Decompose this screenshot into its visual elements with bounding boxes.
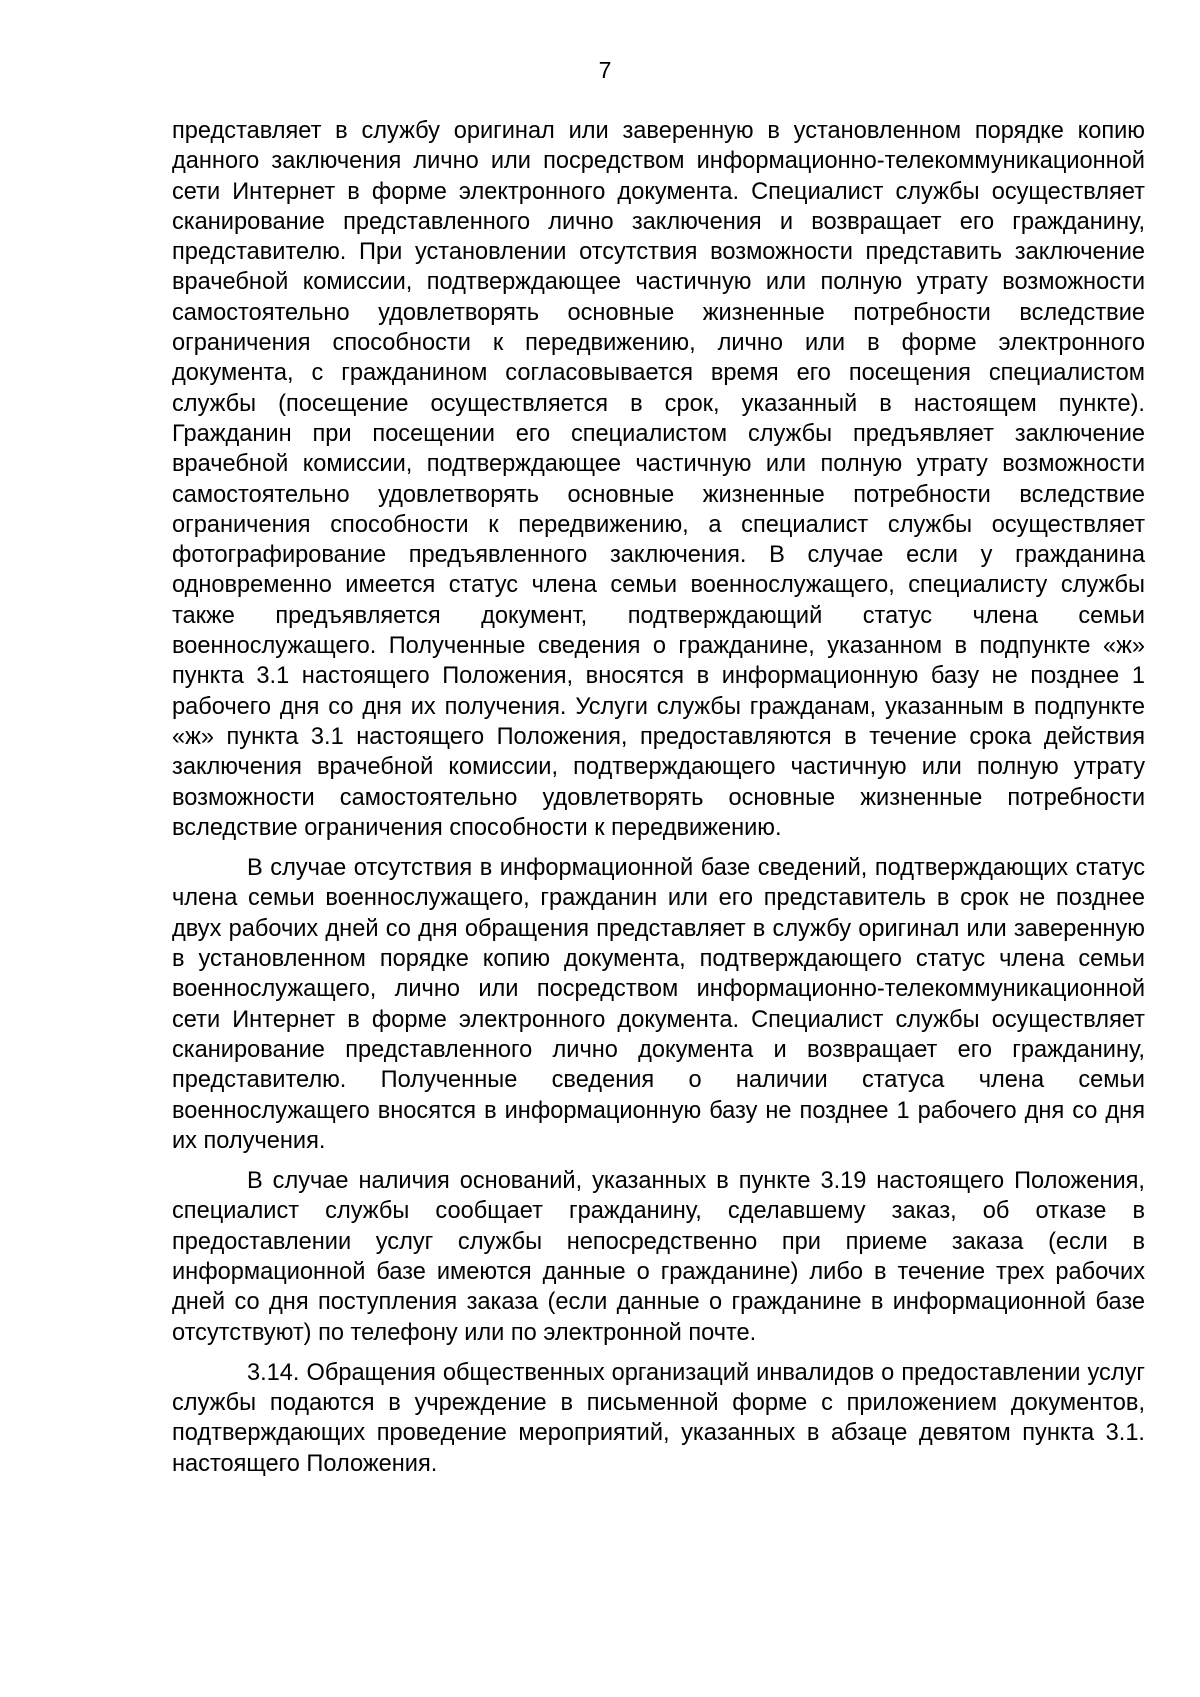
document-body <box>172 116 1145 1489</box>
paragraph-refusal-notice: В случае наличия оснований, указанных в пункте 3.19 настоящего Положения, специалист службы сообщает гражданину, сделавшему заказ, об отказе в предоставлении услуг службы непосредственно при приеме заказа (если в информационной базе имеются данные о гражданине) либо в течение трех рабочих дней со дня поступления заказа (если данные о гражданине в информационной базе отсутствуют) по телефону или по электронной почте. <box>172 1168 1145 1346</box>
paragraph-continuation: представляет в службу оригинал или заверенную в установленном порядке копию данного заключения лично или посредством информационно-телекоммуникационной сети Интернет в форме электронного документа. Специалист службы осуществляет сканирование представленного лично заключения и возвращает его гражданину, представителю. При установлении отсутствия возможности представить заключение врачебной комиссии, подтверждающее частичную или полную утрату возможности самостоятельно удовлетворять основные жизненные потребности вследствие ограничения способности к передвижению, лично или в форме электронного документа, с гражданином согласовывается время его посещения специалистом службы (посещение осуществляется в срок, указанный в настоящем пункте). Гражданин при посещении его специалистом службы предъявляет заключение врачебной комиссии, подтверждающее частичную или полную утрату возможности самостоятельно удовлетворять основные жизненные потребности вследствие ограничения способности к передвижению, а специалист службы осуществляет фотографирование предъявленного заключения. В случае если у гражданина одновременно имеется статус члена семьи военнослужащего, специалисту службы также предъявляется документ, подтверждающий статус члена семьи военнослужащего. Полученные сведения о гражданине, указанном в подпункте «ж» пункта 3.1 настоящего Положения, вносятся в информационную базу не позднее 1 рабочего дня со дня их получения. Услуги службы гражданам, указанным в подпункте «ж» пункта 3.1 настоящего Положения, предоставляются в течение срока действия заключения врачебной комиссии, подтверждающего частичную или полную утрату возможности самостоятельно удовлетворять основные жизненные потребности вследствие ограничения способности к передвижению. <box>172 118 1145 841</box>
paragraph-3-14: 3.14. Обращения общественных организаций инвалидов о предоставлении услуг службы подаются в учреждение в письменной форме с приложением документов, подтверждающих проведение мероприятий, указанных в абзаце девятом пункта 3.1. настоящего Положения. <box>172 1359 1145 1477</box>
page-number: 7 <box>598 57 612 83</box>
paragraph-military-family-status: В случае отсутствия в информационной базе сведений, подтверждающих статус члена семьи военнослужащего, гражданин или его представитель в срок не позднее двух рабочих дней со дня обращения представляет в службу оригинал или заверенную в установленном порядке копию документа, подтверждающего статус члена семьи военнослужащего, лично или посредством информационно-телекоммуникационной сети Интернет в форме электронного документа. Специалист службы осуществляет сканирование представленного лично документа и возвращает его гражданину, представителю. Полученные сведения о наличии статуса члена семьи военнослужащего вносятся в информационную базу не позднее 1 рабочего дня со дня их получения. <box>172 855 1145 1154</box>
